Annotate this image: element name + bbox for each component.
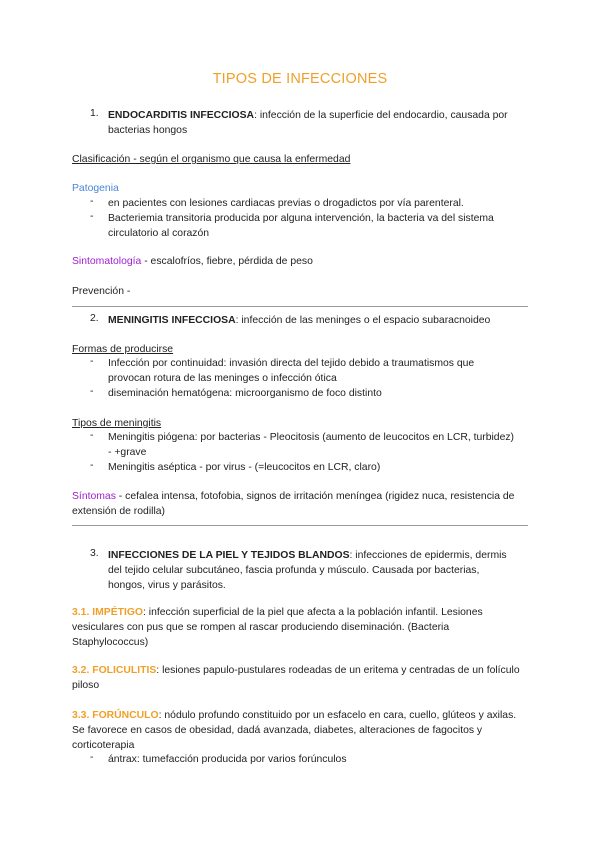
sintomas-label: Síntomas (72, 491, 116, 502)
section-number: 1. (90, 108, 99, 119)
impetigo-text: : infección superficial de la piel que afecta a la población infantil. Lesiones vesiculares con pus que se rompen al rascar produciendo diseminación. (Bacteria Staphylococcus) (72, 607, 483, 648)
section-heading: INFECCIONES DE LA PIEL Y TEJIDOS BLANDOS (108, 550, 350, 561)
bullet-dash: - (90, 430, 94, 441)
bullet-dash: - (90, 460, 94, 471)
list-item: Infección por continuidad: invasión directa del tejido debido a traumatismos que provocan rotura de las meninges o infección ótica (108, 358, 475, 384)
section-text: : infección de la superficie del endocardio, causada por bacterias hongos (108, 110, 508, 136)
list-item: Meningitis aséptica - por virus - (=leucocitos en LCR, claro) (108, 462, 381, 473)
section-heading: MENINGITIS INFECCIOSA (108, 315, 236, 326)
patogenia-label: Patogenia (72, 183, 119, 194)
formas-heading: Formas de producirse (72, 344, 174, 355)
tipos-heading: Tipos de meningitis (72, 418, 162, 429)
foliculitis-paragraph (72, 663, 528, 693)
list-item: ántrax: tumefacción producida por varios forúnculos (108, 754, 347, 765)
section-number: 2. (90, 313, 99, 324)
bullet-dash: - (90, 196, 94, 207)
section-text: : infecciones de epidermis, dermis del tejido celular subcutáneo, fascia profunda y músculo. Causada por bacterias, hongos, virus y parásitos. (108, 550, 507, 591)
page-title: TIPOS DE INFECCIONES (212, 71, 388, 87)
section-number: 3. (90, 548, 99, 559)
impetigo-label: 3.1. IMPÉTIGO (72, 607, 144, 618)
list-item: en pacientes con lesiones cardiacas previas o drogadictos por vía parenteral. (108, 198, 464, 209)
list-item: diseminación hematógena: microorganismo de foco distinto (108, 388, 382, 399)
section-piel (108, 548, 516, 593)
bullet-dash: - (90, 752, 94, 763)
divider (72, 525, 528, 526)
clasificacion-heading: Clasificación - según el organismo que causa la enfermedad (72, 154, 351, 165)
bullet-dash: - (90, 356, 94, 367)
prevencion-line: Prevención - (72, 286, 131, 297)
section-meningitis (108, 313, 516, 328)
impetigo-paragraph (72, 605, 528, 650)
forunculo-label: 3.3. FORÚNCULO (72, 710, 159, 721)
section-heading: ENDOCARDITIS INFECCIOSA (108, 110, 255, 121)
foliculitis-text: : lesiones papulo-pustulares rodeadas de un eritema y centradas de un folículo piloso (72, 665, 520, 691)
bullet-dash: - (90, 386, 94, 397)
list-item: Bacteriemia transitoria producida por alguna intervención, la bacteria va del sistema circulatorio al corazón (108, 213, 494, 239)
section-endocarditis (108, 108, 516, 138)
forunculo-text: : nódulo profundo constituido por un esfacelo en cara, cuello, glúteos y axilas. Se favorece en casos de obesidad, dadá avanzada, diabetes, alteraciones de fagocitos y corticoterapia (72, 710, 517, 751)
sintomatologia-text: - escalofríos, fiebre, pérdida de peso (141, 256, 313, 267)
divider (72, 306, 528, 307)
list-item: Meningitis piógena: por bacterias - Pleocitosis (aumento de leucocitos en LCR, turbidez) - +grave (108, 432, 515, 458)
section-text: : infección de las meninges o el espacio subaracnoideo (235, 315, 491, 326)
sintomatologia-label: Sintomatología (72, 256, 142, 267)
bullet-dash: - (90, 211, 94, 222)
sintomas-line (72, 489, 528, 519)
forunculo-paragraph (72, 708, 528, 753)
sintomas-text: - cefalea intensa, fotofobia, signos de irritación meníngea (rigidez nuca, resistencia de extensión de rodilla) (72, 491, 515, 517)
foliculitis-label: 3.2. FOLICULITIS (72, 665, 157, 676)
sintomatologia-line (72, 254, 528, 269)
